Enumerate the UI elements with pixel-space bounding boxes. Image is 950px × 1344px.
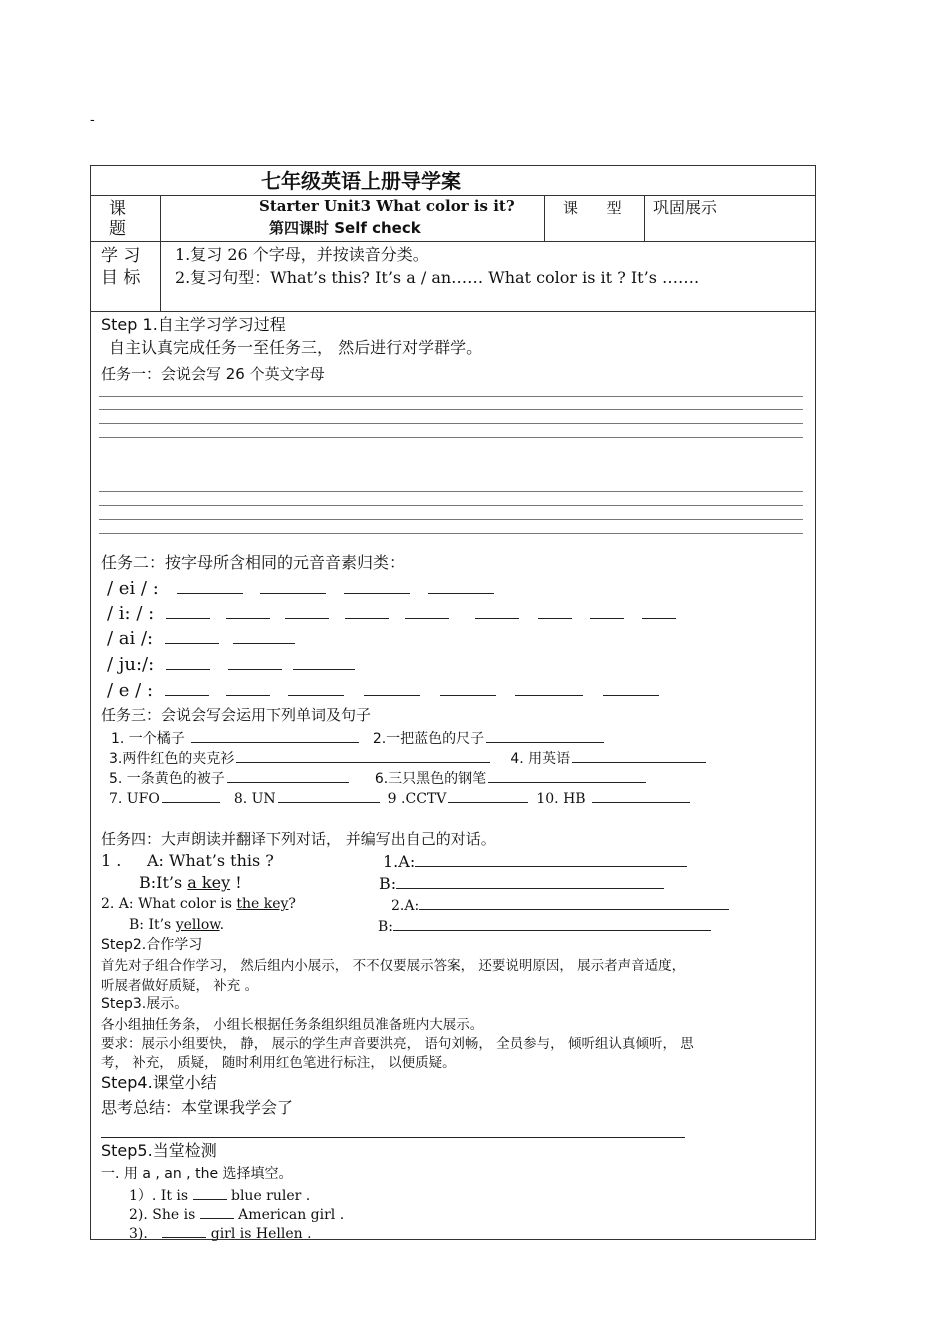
step2-line-2: 听展者做好质疑， 补充 。 <box>101 978 259 994</box>
vocab-row-4: 7. UFO 8. UN 9 .CCTV 10. HB <box>109 788 690 808</box>
task2-heading: 任务二：按字母所含相同的元音音素归类： <box>101 553 406 572</box>
dialog2-b: B: It’s yellow. <box>129 917 225 933</box>
task1-heading: 任务一：会说会写 26 个英文字母 <box>101 365 325 383</box>
topic-line-2: 第四课时 Self check <box>269 219 421 237</box>
vocab-row-1: 1. 一个橘子 2.一把蓝色的尺子 <box>111 728 604 748</box>
phonetic-e: / e / : <box>107 680 659 702</box>
step3-line-1: 各小组抽任务条， 小组长根据任务条组织组员准备班内大展示。 <box>101 1017 484 1033</box>
dialog1-a: A: What’s this ? <box>147 851 274 870</box>
dialog1-b: B:It’s a key ! <box>139 873 242 892</box>
dialog1-num: 1 . <box>101 851 122 870</box>
goal-item-1: 1.复习 26 个字母，并按读音分类。 <box>175 245 429 264</box>
type-label: 课 型 <box>563 199 622 217</box>
step1-intro: 自主认真完成任务一至任务三， 然后进行对学群学。 <box>109 338 483 357</box>
step4-heading: Step4.课堂小结 <box>101 1073 217 1092</box>
step3-line-3: 考， 补充， 质疑， 随时利用红色笔进行标注， 以便质疑。 <box>101 1055 456 1071</box>
phonetic-ei: / ei / : <box>107 578 494 600</box>
topic-label: 课 题 <box>109 199 126 239</box>
type-value: 巩固展示 <box>653 198 718 217</box>
goal-item-2: 2.复习句型：What’s this? It’s a / an…… What color is it ? It’s ……. <box>175 268 700 287</box>
step4-answer-line <box>101 1137 685 1138</box>
phonetic-ai: / ai /: <box>107 628 295 650</box>
my-dialog2-b: B: <box>378 916 711 936</box>
step2-line-1: 首先对子组合作学习， 然后组内小展示， 不不仅要展示答案， 还要说明原因， 展示者声音适度， <box>101 958 686 974</box>
step5-intro: 一. 用 a , an , the 选择填空。 <box>101 1166 293 1182</box>
question-2: 2). She is American girl . <box>129 1204 344 1224</box>
page-title: 七年级英语上册导学案 <box>261 169 461 193</box>
worksheet-table <box>90 165 816 1240</box>
phonetic-i: / i: / : <box>107 603 676 625</box>
vocab-row-3: 5. 一条黄色的被子 6.三只黑色的钢笔 <box>109 768 646 788</box>
my-dialog1-a: 1.A: <box>383 852 687 871</box>
step2-heading: Step2.合作学习 <box>101 937 203 953</box>
dialog2-a: 2. A: What color is the key? <box>101 896 296 912</box>
vocab-row-2: 3.两件红色的夹克衫 4. 用英语 <box>109 748 706 768</box>
phonetic-ju: / ju:/: <box>107 654 355 676</box>
task3-heading: 任务三：会说会写会运用下列单词及句子 <box>101 706 372 724</box>
step5-heading: Step5.当堂检测 <box>101 1141 217 1160</box>
step1-heading: Step 1.自主学习学习过程 <box>101 315 286 334</box>
question-3: 3). girl is Hellen . <box>129 1223 312 1243</box>
step3-line-2: 要求：展示小组要快， 静， 展示的学生声音要洪亮， 语句刘畅， 全员参与， 倾听组认真倾听， 思 <box>101 1036 694 1052</box>
task4-heading: 任务四：大声朗读并翻译下列对话， 并编写出自己的对话。 <box>101 830 496 848</box>
step4-line-1: 思考总结：本堂课我学会了 <box>101 1098 294 1117</box>
topic-line-1: Starter Unit3 What color is it? <box>259 197 515 215</box>
my-dialog1-b: B: <box>379 874 664 893</box>
goals-label: 学 习 目 标 <box>101 246 141 288</box>
my-dialog2-a: 2.A: <box>391 895 729 915</box>
page-dash: - <box>90 112 95 128</box>
question-1: 1）. It is blue ruler . <box>129 1185 310 1205</box>
step3-heading: Step3.展示。 <box>101 996 189 1012</box>
